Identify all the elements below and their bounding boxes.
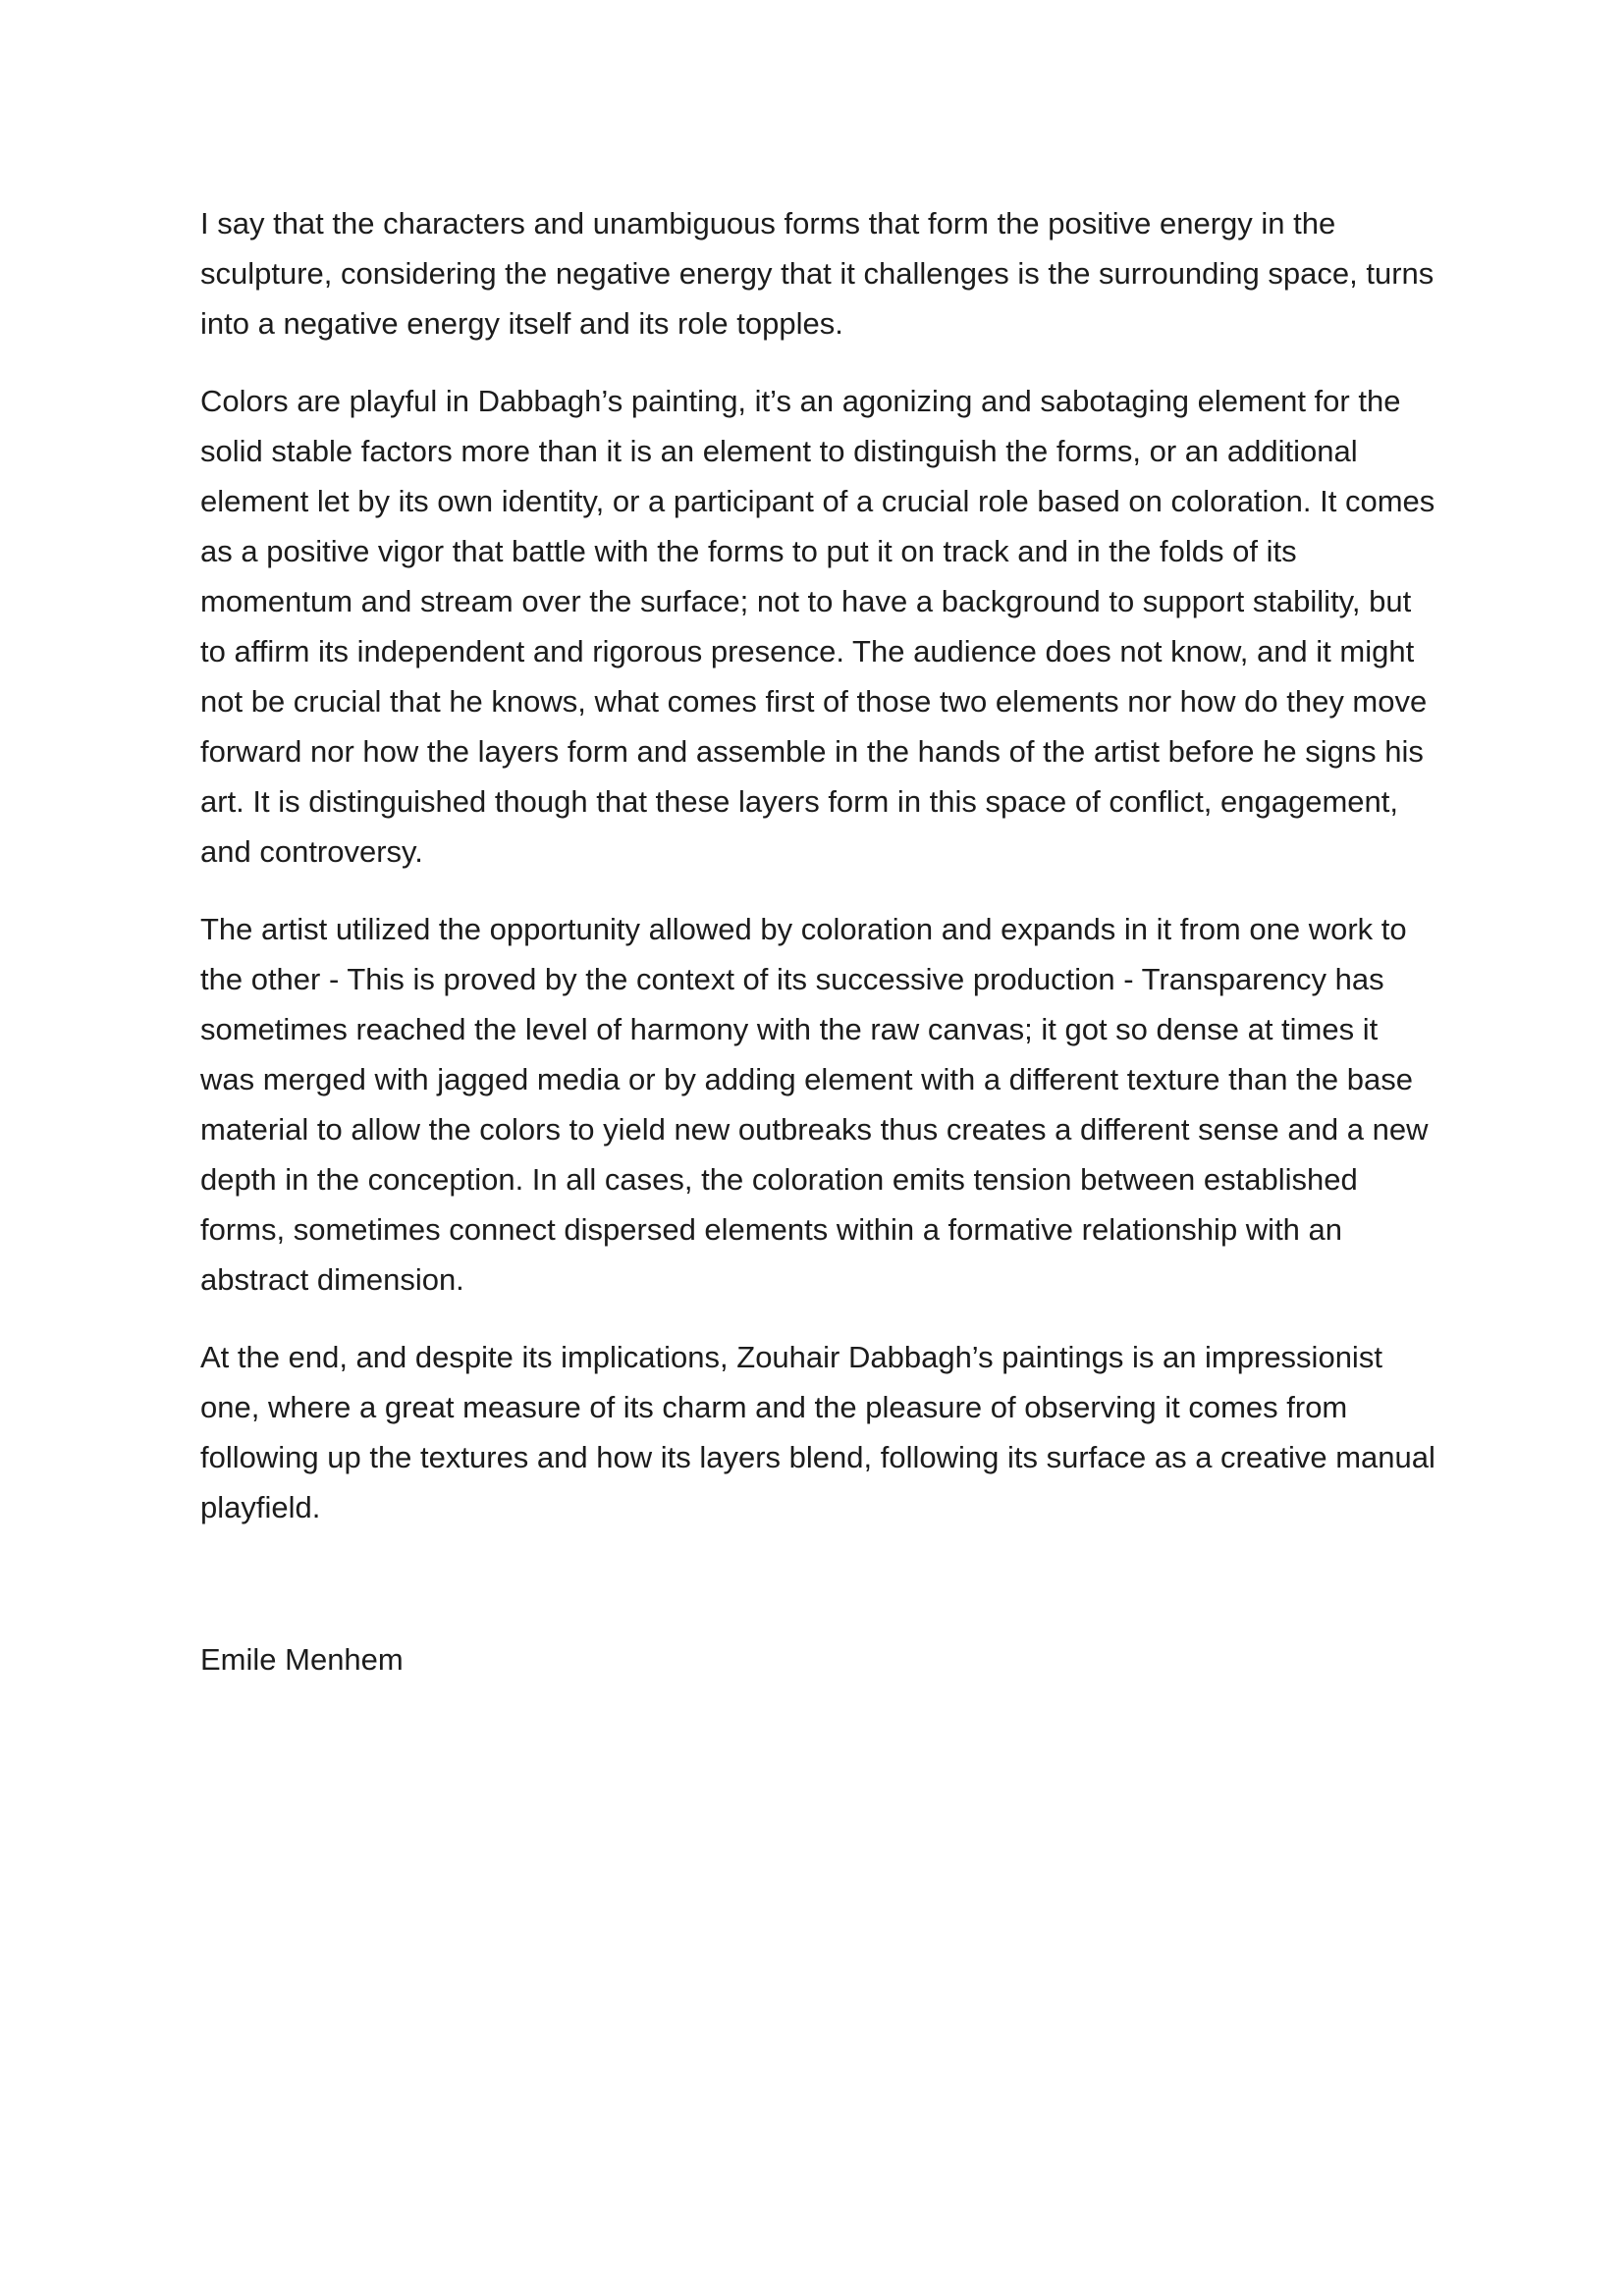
paragraph-1: I say that the characters and unambiguous forms that form the positive energy in the sculpture, considering the negative energy that it challenges is the surrounding space, turns into a negative energy itself and its role topples. [200,206,1435,341]
author-signature: Emile Menhem [200,1642,404,1677]
paragraph-2: Colors are playful in Dabbagh’s painting, it’s an agonizing and sabotaging element for the solid stable factors more than it is an element to distinguish the forms, or an additional element let by its own identity, or a participant of a crucial role based on coloration. It comes as a positive vigor that battle with the forms to put it on track and in the folds of its momentum and stream over the surface; not to have a background to support stability, but to affirm its independent and rigorous presence. The audience does not know, and it might not be crucial that he knows, what comes first of those two elements nor how do they move forward nor how the layers form and assemble in the hands of the artist before he signs his art. It is distinguished though that these layers form in this space of conflict, engagement, and controversy. [200,384,1435,869]
paragraph-3: The artist utilized the opportunity allowed by coloration and expands in it from one work to the other - This is proved by the context of its successive production - Transparency has sometimes reached the level of harmony with the raw canvas; it got so dense at times it was merged with jagged media or by adding element with a different texture than the base material to allow the colors to yield new outbreaks thus creates a different sense and a new depth in the conception. In all cases, the coloration emits tension between established forms, sometimes connect dispersed elements within a formative relationship with an abstract dimension. [200,912,1429,1297]
paragraph-4: At the end, and despite its implications, Zouhair Dabbagh’s paintings is an impressionist one, where a great measure of its charm and the pleasure of observing it comes from following up the textures and how its layers blend, following its surface as a creative manual playfield. [200,1340,1435,1524]
document-body [200,198,1439,1712]
